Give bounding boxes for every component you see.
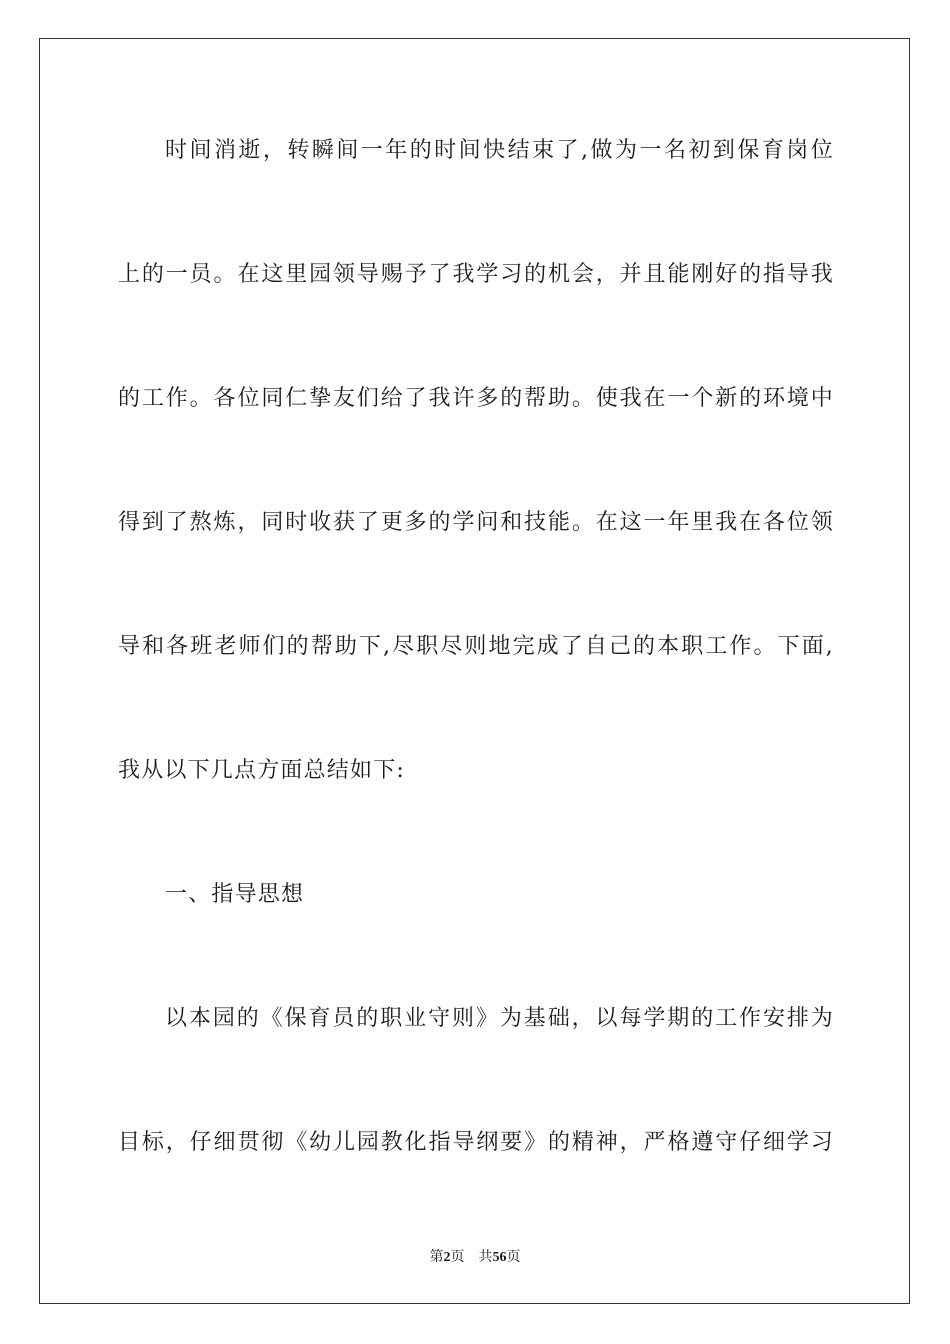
section-heading: 一、指导思想 bbox=[165, 882, 305, 907]
paragraph-2-line-1: 以本园的《保育员的职业守则》为基础，以每学期的工作安排为 bbox=[165, 1006, 834, 1031]
paragraph-1-line-5: 导和各班老师们的帮助下,尽职尽则地完成了自己的本职工作。下面, bbox=[118, 634, 834, 659]
paragraph-2-line-2: 目标，仔细贯彻《幼儿园教化指导纲要》的精神，严格遵守仔细学习 bbox=[118, 1130, 834, 1155]
paragraph-1-line-1: 时间消逝，转瞬间一年的时间快结束了,做为一名初到保育岗位 bbox=[165, 138, 834, 163]
total-suffix: 页 bbox=[506, 1249, 521, 1265]
total-prefix: 共 bbox=[478, 1249, 493, 1265]
paragraph-1-line-4: 得到了熬炼，同时收获了更多的学问和技能。在这一年里我在各位领 bbox=[118, 510, 834, 535]
page-prefix: 第 bbox=[429, 1249, 444, 1265]
page-frame bbox=[39, 38, 910, 1304]
current-page-number: 2 bbox=[443, 1250, 451, 1265]
page-suffix: 页 bbox=[450, 1249, 465, 1265]
paragraph-1-line-3: 的工作。各位同仁挚友们给了我许多的帮助。使我在一个新的环境中 bbox=[118, 386, 834, 411]
paragraph-1-line-2: 上的一员。在这里园领导赐予了我学习的机会，并且能刚好的指导我 bbox=[118, 262, 834, 287]
page-footer bbox=[0, 1247, 950, 1268]
paragraph-1-line-6: 我从以下几点方面总结如下: bbox=[118, 758, 406, 783]
total-pages-number: 56 bbox=[492, 1250, 507, 1265]
